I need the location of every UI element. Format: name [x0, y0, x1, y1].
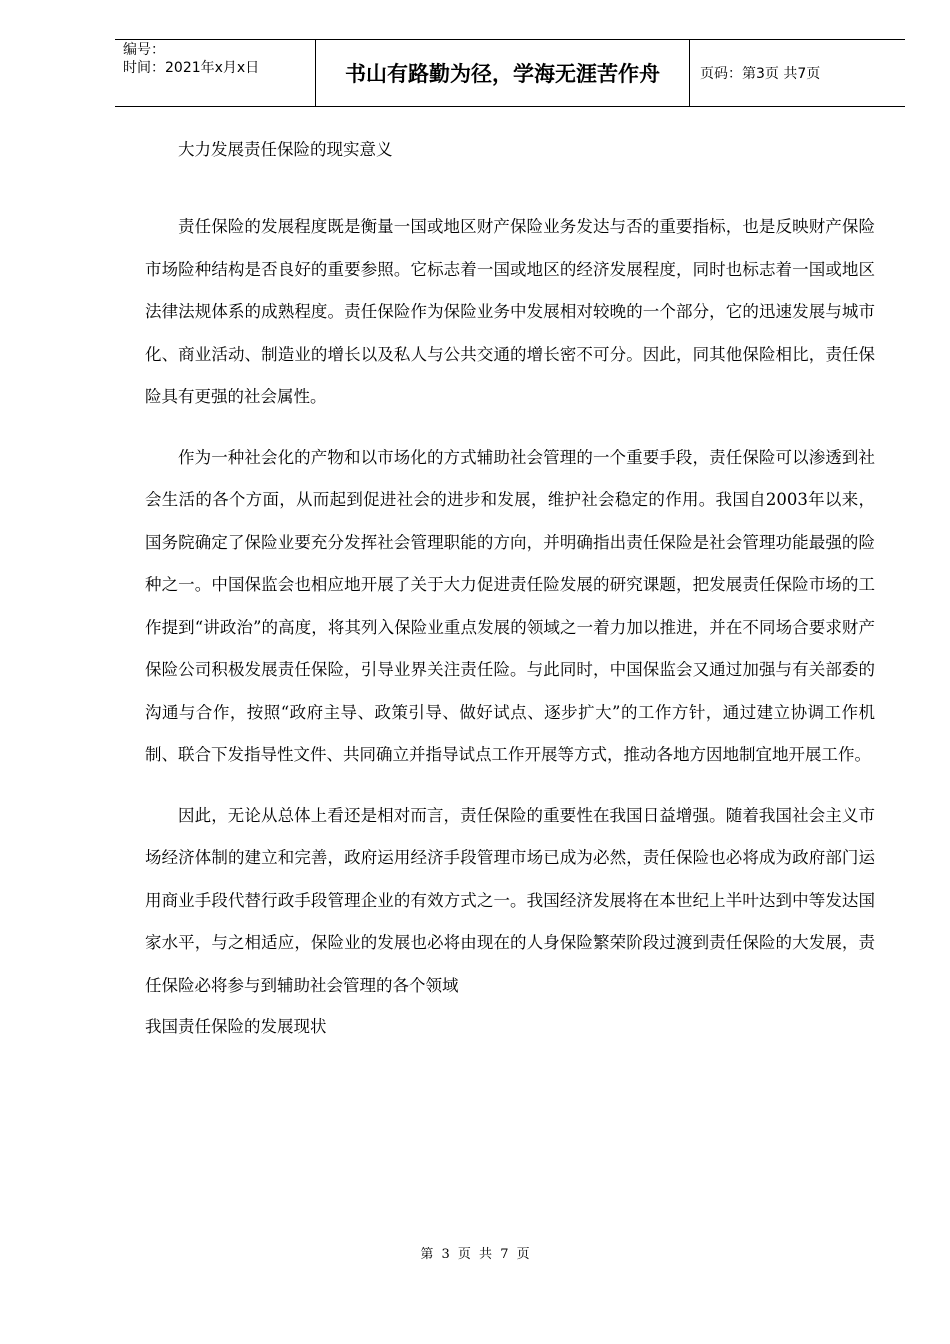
section-heading: 大力发展责任保险的现实意义 [178, 140, 393, 159]
paragraph-1: 责任保险的发展程度既是衡量一国或地区财产保险业务发达与否的重要指标，也是反映财产保险市场险种结构是否良好的重要参照。它标志着一国或地区的经济发展程度，同时也标志着一国或地区法律法规体系的成熟程度。责任保险作为保险业务中发展相对较晚的一个部分，它的迅速发展与城市化、商业活动、制造业的增长以及私人与公共交通的增长密不可分。因此，同其他保险相比，责任保险具有更强的社会属性。 [145, 217, 875, 406]
paragraph-2: 作为一种社会化的产物和以市场化的方式辅助社会管理的一个重要手段，责任保险可以渗透到社会生活的各个方面，从而起到促进社会的进步和发展，维护社会稳定的作用。我国自2003年以来，国务院确定了保险业要充分发挥社会管理职能的方向，并明确指出责任保险是社会管理功能最强的险种之一。中国保监会也相应地开展了关于大力促进责任险发展的研究课题，把发展责任保险市场的工作提到“讲政治”的高度，将其列入保险业重点发展的领域之一着力加以推进，并在不同场合要求财产保险公司积极发展责任保险，引导业界关注责任险。与此同时，中国保监会又通过加强与有关部委的沟通与合作，按照“政府主导、政策引导、做好试点、逐步扩大”的工作方针，通过建立协调工作机制、联合下发指导性文件、共同确立并指导试点工作开展等方式，推动各地方因地制宜地开展工作。 [145, 447, 875, 764]
document-number-label: 编号： [123, 42, 165, 58]
page-footer: 第 3 页 共 7 页 [420, 1247, 530, 1262]
document-header [115, 39, 905, 107]
header-motto: 书山有路勤为径，学海无涯苦作舟 [345, 62, 660, 86]
header-motto-cell [316, 40, 690, 106]
header-page-cell [690, 40, 905, 106]
section-subheading: 我国责任保险的发展现状 [145, 1017, 327, 1036]
header-page-code: 页码：第3页 共7页 [700, 66, 821, 82]
document-date-label: 时间：2021年x月x日 [123, 60, 260, 76]
header-info-cell [115, 40, 316, 106]
document-body [145, 135, 875, 1042]
paragraph-3: 因此，无论从总体上看还是相对而言，责任保险的重要性在我国日益增强。随着我国社会主义市场经济体制的建立和完善，政府运用经济手段管理市场已成为必然，责任保险也必将成为政府部门运用商业手段代替行政手段管理企业的有效方式之一。我国经济发展将在本世纪上半叶达到中等发达国家水平，与之相适应，保险业的发展也必将由现在的人身保险繁荣阶段过渡到责任保险的大发展，责任保险必将参与到辅助社会管理的各个领域 [145, 805, 875, 995]
